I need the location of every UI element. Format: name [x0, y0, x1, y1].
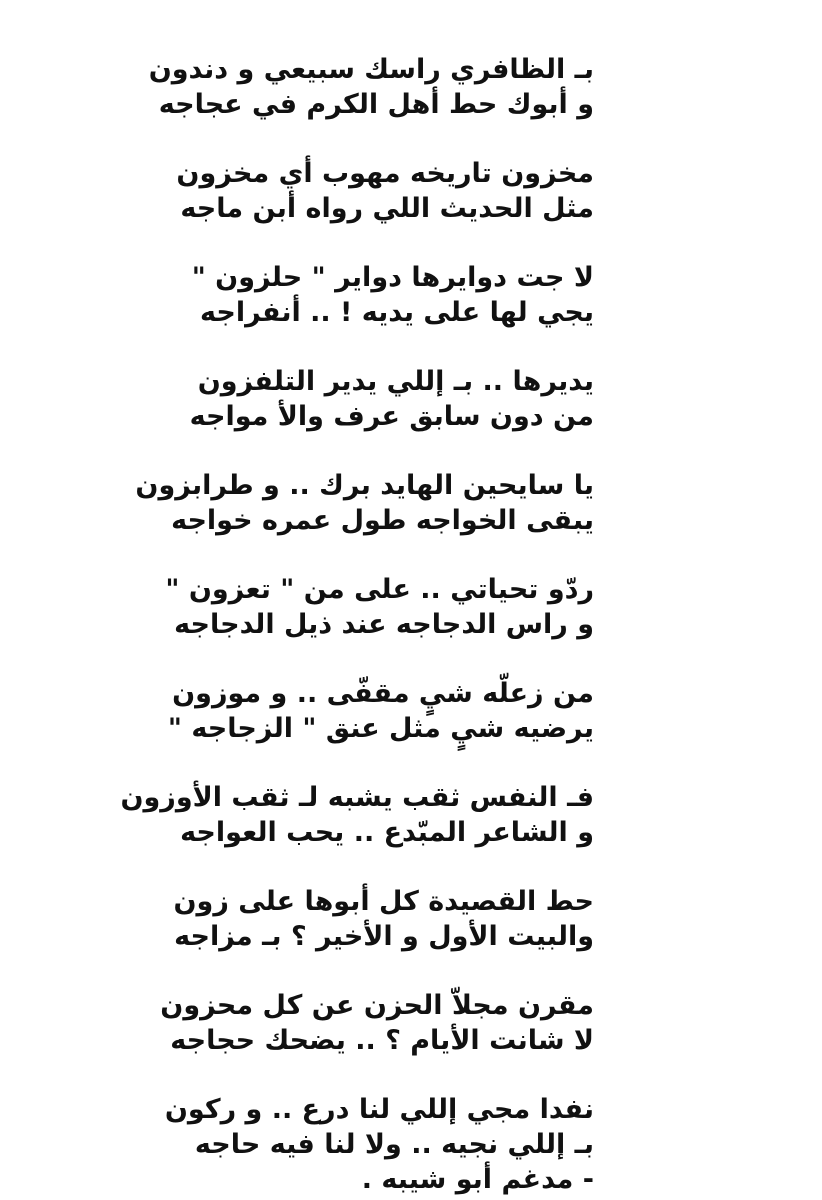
stanza-5: [135, 468, 594, 538]
stanza-6: [165, 572, 594, 642]
poem: [120, 52, 594, 1197]
poem-line: مخزون تاريخه مهوب أي مخزون: [176, 158, 594, 189]
poem-line: و الشاعر المبّدع .. يحب العواجه: [180, 817, 594, 848]
poem-line: يا سايحين الهايد برك .. و طرابزون: [135, 470, 594, 501]
stanza-11: [164, 1092, 594, 1197]
poem-line: ردّو تحياتي .. على من " تعزون ": [165, 574, 594, 605]
poem-line: بـ الظافري راسك سبيعي و دندون: [148, 54, 594, 85]
poem-line: بـ إللي نجيه .. ولا لنا فيه حاجه: [194, 1129, 594, 1160]
poem-line: و راس الدجاجه عند ذيل الدجاجه: [174, 609, 594, 640]
stanza-2: [174, 156, 594, 226]
poem-line: من دون سابق عرف والأ مواجه: [189, 401, 594, 432]
poem-line: لا جت دوايرها دواير " حلزون ": [191, 262, 594, 293]
poem-line: لا شانت الأيام ؟ .. يضحك حجاجه: [170, 1025, 594, 1056]
poem-line: يجي لها على يديه ! .. أنفراجه: [200, 297, 594, 328]
poem-line: يرضيه شيٍ مثل عنق " الزجاجه ": [167, 713, 594, 744]
stanza-10: [160, 988, 594, 1058]
poem-line: حط القصيدة كل أبوها على زون: [173, 886, 594, 917]
stanza-4: [174, 364, 594, 434]
poem-line: يديرها .. بـ إللي يدير التلفزون: [197, 366, 594, 397]
poem-line: نفدا مجي إللي لنا درع .. و ركون: [164, 1094, 594, 1125]
poem-line: والبيت الأول و الأخير ؟ بـ مزاجه: [174, 921, 594, 952]
stanza-8: [120, 780, 594, 850]
poem-line: و أبوك حط أهل الكرم في عجاجه: [158, 89, 594, 120]
poet-signature: - مدغم أبو شيبه .: [361, 1164, 594, 1195]
poem-line: من زعلّه شيٍ مقفّى .. و موزون: [172, 678, 594, 709]
stanza-7: [167, 676, 594, 746]
stanza-3: [174, 260, 594, 330]
stanza-1: [148, 52, 594, 122]
poem-line: مقرن مجلاّ الحزن عن كل محزون: [160, 990, 594, 1021]
poem-line: يبقى الخواجه طول عمره خواجه: [171, 505, 594, 536]
poem-line: فـ النفس ثقب يشبه لـ ثقب الأوزون: [120, 782, 594, 813]
poem-line: مثل الحديث اللي رواه أبن ماجه: [180, 193, 594, 224]
stanza-9: [174, 884, 594, 954]
